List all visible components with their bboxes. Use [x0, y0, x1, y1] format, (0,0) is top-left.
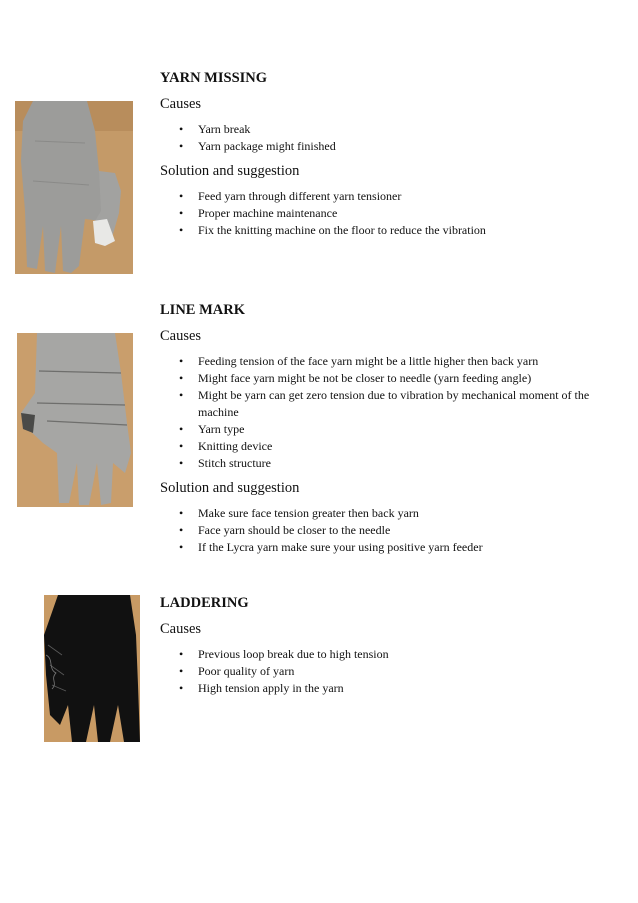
causes-label: Causes [160, 96, 202, 112]
section-yarn-missing [160, 69, 620, 239]
list-item: • Might face yarn might be not be closer to needle (yarn feeding angle) [160, 370, 620, 387]
glove-photo-laddering [44, 595, 140, 742]
section-title: LINE MARK [160, 302, 245, 318]
list-item: • If the Lycra yarn make sure your using positive yarn feeder [160, 539, 620, 556]
glove-photo-yarn-missing [15, 101, 133, 274]
causes-label: Causes [160, 621, 202, 637]
list-item: • Feed yarn through different yarn tensioner [160, 188, 620, 205]
solution-label: Solution and suggestion [160, 480, 300, 496]
section-title: LADDERING [160, 595, 249, 611]
list-item: • High tension apply in the yarn [160, 680, 620, 697]
section-laddering [160, 594, 620, 697]
list-item: • Proper machine maintenance [160, 205, 620, 222]
list-item: • Face yarn should be closer to the needle [160, 522, 620, 539]
section-title: YARN MISSING [160, 70, 268, 86]
list-item: • Previous loop break due to high tension [160, 646, 620, 663]
solution-label: Solution and suggestion [160, 163, 300, 179]
list-item: • Might be yarn can get zero tension due to vibration by mechanical moment of the machine [160, 387, 620, 421]
solutions-list [160, 188, 620, 239]
solutions-list [160, 505, 620, 556]
list-item: • Make sure face tension greater then back yarn [160, 505, 620, 522]
causes-list [160, 646, 620, 697]
causes-label: Causes [160, 328, 202, 344]
glove-photo-line-mark [17, 333, 133, 507]
list-item: • Yarn type [160, 421, 620, 438]
list-item: • Yarn package might finished [160, 138, 620, 155]
list-item: • Knitting device [160, 438, 620, 455]
list-item: • Feeding tension of the face yarn might be a little higher then back yarn [160, 353, 620, 370]
causes-list [160, 121, 620, 155]
list-item: • Fix the knitting machine on the floor to reduce the vibration [160, 222, 620, 239]
list-item: • Yarn break [160, 121, 620, 138]
causes-list [160, 353, 620, 472]
section-line-mark [160, 301, 620, 556]
list-item: • Stitch structure [160, 455, 620, 472]
list-item: • Poor quality of yarn [160, 663, 620, 680]
